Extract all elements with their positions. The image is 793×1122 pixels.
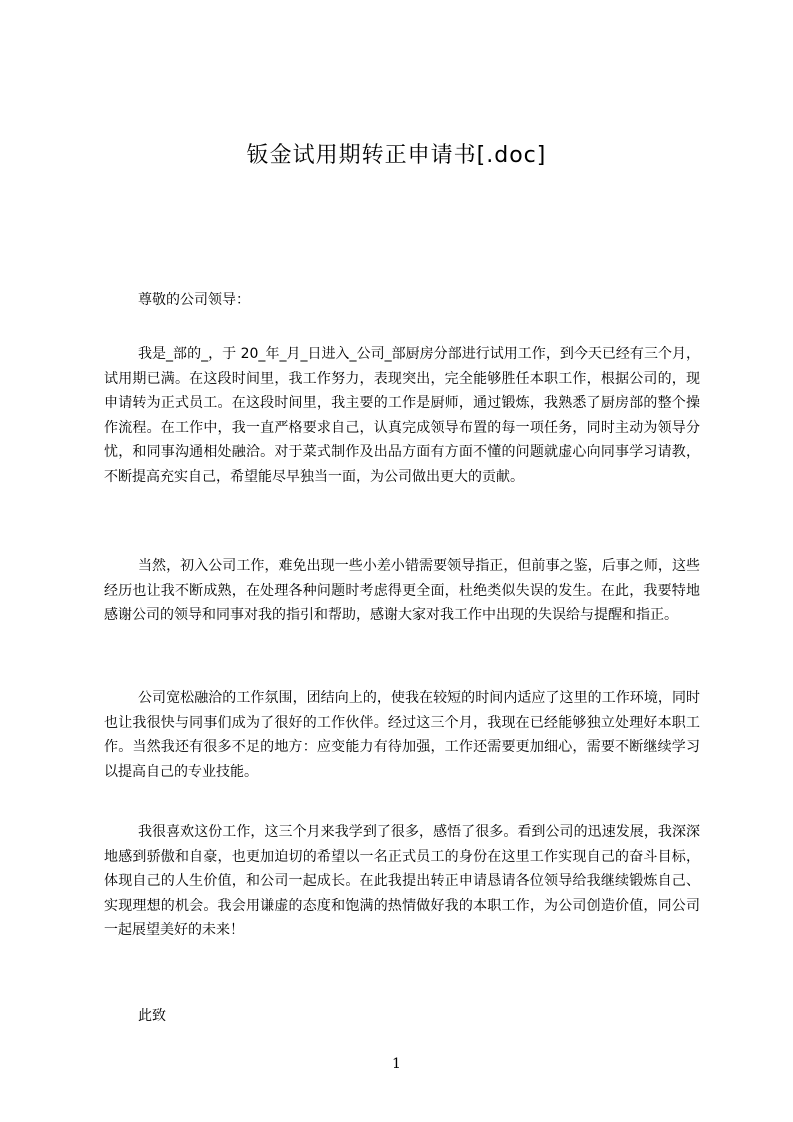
closing-line: 此致 — [138, 1008, 166, 1024]
salutation: 尊敬的公司领导： — [138, 292, 250, 308]
page-number: 1 — [392, 1056, 401, 1072]
body-paragraph: 当然，初入公司工作，难免出现一些小差小错需要领导指正，但前事之鉴，后事之师，这些经历也让我不断成熟，在处理各种问题时考虑得更全面，杜绝类似失误的发生。在此，我要特地感谢公司的领导和同事对我的指引和帮助，感谢大家对我工作中出现的失误给与提醒和指正。 — [104, 558, 700, 624]
document-title: 钣金试用期转正申请书[.doc] — [246, 143, 547, 168]
body-paragraph: 我很喜欢这份工作，这三个月来我学到了很多，感悟了很多。看到公司的迅速发展，我深深地感到骄傲和自豪，也更加迫切的希望以一名正式员工的身份在这里工作实现自己的奋斗目标，体现自己的人生价值，和公司一起成长。在此我提出转正申请恳请各位领导给我继续锻炼自己、实现理想的机会。我会用谦虚的态度和饱满的热情做好我的本职工作，为公司创造价值，同公司一起展望美好的未来！ — [104, 824, 700, 939]
body-paragraph: 我是_部的_，于 20_年_月_日进入_公司_部厨房分部进行试用工作，到今天已经有三个月，试用期已满。在这段时间里，我工作努力，表现突出，完全能够胜任本职工作，根据公司的，现申请转为正式员工。在这段时间里，我主要的工作是厨师，通过锻炼，我熟悉了厨房部的整个操作流程。在工作中，我一直严格要求自己，认真完成领导布置的每一项任务，同时主动为领导分忧，和同事沟通相处融洽。对于菜式制作及出品方面有方面不懂的问题就虚心向同事学习请教，不断提高充实自己，希望能尽早独当一面，为公司做出更大的贡献。 — [104, 346, 700, 485]
body-paragraph: 公司宽松融洽的工作氛围，团结向上的，使我在较短的时间内适应了这里的工作环境，同时也让我很快与同事们成为了很好的工作伙伴。经过这三个月，我现在已经能够独立处理好本职工作。当然我还有很多不足的地方：应变能力有待加强，工作还需要更加细心，需要不断继续学习以提高自己的专业技能。 — [104, 690, 700, 780]
